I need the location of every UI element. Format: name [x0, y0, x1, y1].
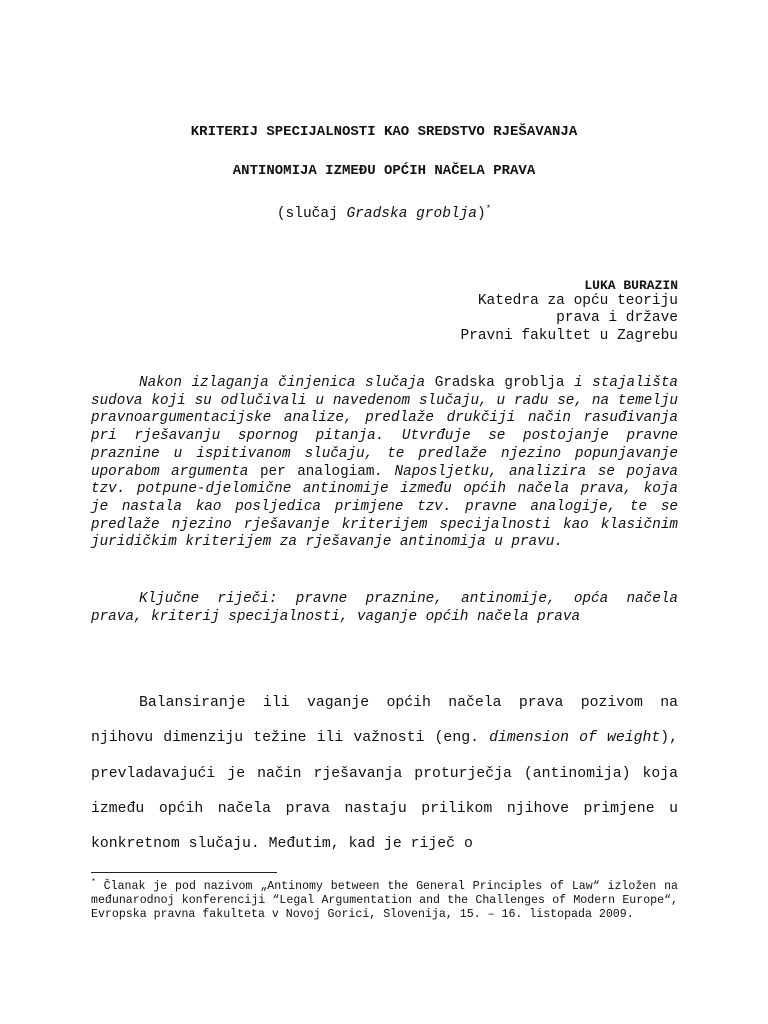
- subtitle-footnote-mark[interactable]: *: [485, 204, 492, 215]
- author-name: LUKA BURAZIN: [584, 278, 678, 293]
- footnote: [91, 880, 678, 923]
- body-part-1: Balansiranje ili vaganje općih načela prava pozivom na njihovu dimenziju težine ili važnosti (eng.: [91, 695, 678, 747]
- title-line-1: KRITERIJ SPECIJALNOSTI KAO SREDSTVO RJEŠAVANJA: [190, 124, 578, 140]
- author-affiliation-line-2: prava i države: [556, 310, 678, 326]
- subtitle: [0, 206, 768, 222]
- abstract-part-2: i stajališta sudova koji su odlučivali u navedenom slučaju, u radu se, na temelju pravnoargumentacijske analize, predlaže drukčiji način rasuđivanja pri rješavanju spornog pitanja. Utvrđuje se postojanje pravne praznine u ispitivanom slučaju, te predlaže njezino popunjavanje uporabom argumenta: [91, 375, 678, 480]
- body-english-term: dimension of weight: [489, 730, 661, 747]
- abstract-part-3: . Naposljetku, analizira se pojava tzv. potpune-djelomične antinomije između općih načela prava, koja je nastala kao posljedica primjene tzv. pravne analogije, te se predlaže njezino rješavanje kriterijem specijalnosti kao klasičnim juridičkim kriterijem za rješavanje antinomija u pravu.: [91, 463, 678, 551]
- body-paragraph: [91, 686, 678, 862]
- keywords: Ključne riječi: pravne praznine, antinomije, opća načela prava, kriterij specijalnosti, vaganje općih načela prava: [91, 591, 678, 625]
- author-affiliation-line-1: Katedra za opću teoriju: [477, 293, 678, 309]
- body-part-2: ), prevladavajući je način rješavanja proturječja (antinomija) koja između općih načela prava nastaju prilikom njihove primjene u konkretnom slučaju. Međutim, kad je riječ o: [91, 730, 678, 853]
- abstract-latin-term: per analogiam: [259, 463, 375, 480]
- abstract: [91, 375, 678, 552]
- subtitle-prefix: (slučaj: [276, 206, 347, 222]
- title-line-2: ANTINOMIJA IZMEĐU OPĆIH NAČELA PRAVA: [232, 163, 536, 179]
- author-affiliation-line-3: Pravni fakultet u Zagrebu: [460, 328, 678, 344]
- abstract-case-name: Gradska groblja: [434, 375, 565, 391]
- footnote-separator: [91, 872, 277, 873]
- abstract-part-1: Nakon izlaganja činjenica slučaja: [139, 375, 435, 391]
- footnote-mark: *: [91, 878, 96, 888]
- subtitle-case-name: Gradska groblja: [346, 206, 478, 222]
- subtitle-suffix: ): [477, 206, 486, 222]
- footnote-text: Članak je pod nazivom „Antinomy between the General Principles of Law“ izložen na međunarodnoj konferenciji “Legal Argumentation and the Challenges of Modern Europe“, Evropska pravna fakulteta v Novoj Gorici, Slovenija, 15. – 16. listopada 2009.: [91, 880, 678, 922]
